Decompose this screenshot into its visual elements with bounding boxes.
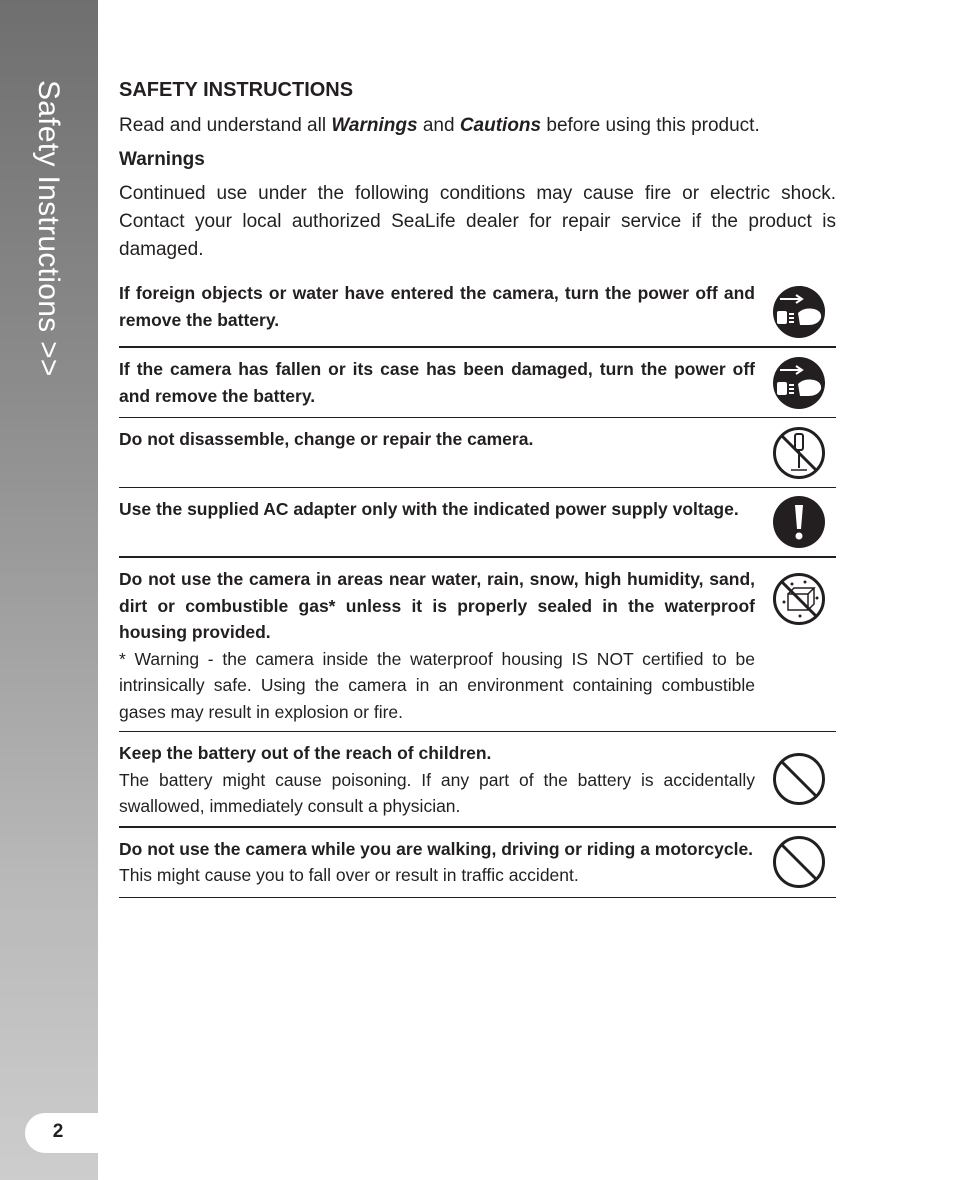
warning-bold: Keep the battery out of the reach of children. [119,743,492,763]
warning-note: * Warning - the camera inside the waterproof housing IS NOT certified to be intrinsically safe. Using the camera in an environment containing combustible gases may result in explosion or fire. [119,648,755,722]
remove-battery-icon [772,356,826,410]
intro-warnings: Warnings [331,115,418,136]
warning-text [119,836,755,889]
sidebar-title: Safety Instructions >> [32,80,65,377]
warning-bold: Do not disassemble, change or repair the camera. [119,429,534,449]
no-disassemble-icon [772,426,826,480]
warning-item [119,278,836,348]
warning-bold: Use the supplied AC adapter only with the indicated power supply voltage. [119,499,739,519]
warning-text [119,566,755,725]
warning-item [119,488,836,558]
warnings-subheading: Warnings [119,149,205,170]
prohibited-icon [772,752,826,806]
intro-cautions: Cautions [459,115,542,136]
remove-battery-icon [772,285,826,339]
no-water-icon [772,572,826,626]
page-number: 2 [52,1121,64,1142]
warning-text [119,280,755,333]
warning-item [119,348,836,418]
section-heading: SAFETY INSTRUCTIONS [119,79,354,101]
warning-list [119,278,836,898]
warning-item [119,732,836,828]
warning-text [119,356,755,409]
content [119,76,836,898]
warning-text [119,740,755,820]
warning-text [119,496,755,523]
warning-item [119,828,836,898]
prohibited-icon [772,835,826,889]
intro-paragraph [119,112,836,140]
intro-before: Read and understand all [119,115,332,136]
warnings-description: Continued use under the following conditions may cause fire or electric shock. Contact your local authorized SeaLife dealer for repair service if the product is damaged. [119,183,836,260]
exclamation-icon [772,495,826,549]
warning-bold: Do not use the camera while you are walking, driving or riding a motorcycle. [119,838,754,859]
warning-item [119,558,836,732]
intro-and: and [417,115,460,136]
intro-after: before using this product. [541,115,760,136]
warning-bold: If the camera has fallen or its case has been damaged, turn the power off and remove the battery. [119,359,755,406]
warning-text [119,426,755,453]
page-tab [25,1113,98,1153]
warning-note: This might cause you to fall over or result in traffic accident. [119,865,579,885]
sidebar [0,0,98,1180]
warning-item [119,418,836,488]
warning-bold: Do not use the camera in areas near water, rain, snow, high humidity, sand, dirt or combustible gas* unless it is properly sealed in the waterproof housing provided. [119,569,755,642]
warning-note: The battery might cause poisoning. If any part of the battery is accidentally swallowed, immediately consult a physician. [119,769,755,816]
warning-bold: If foreign objects or water have entered the camera, turn the power off and remove the battery. [119,283,755,330]
